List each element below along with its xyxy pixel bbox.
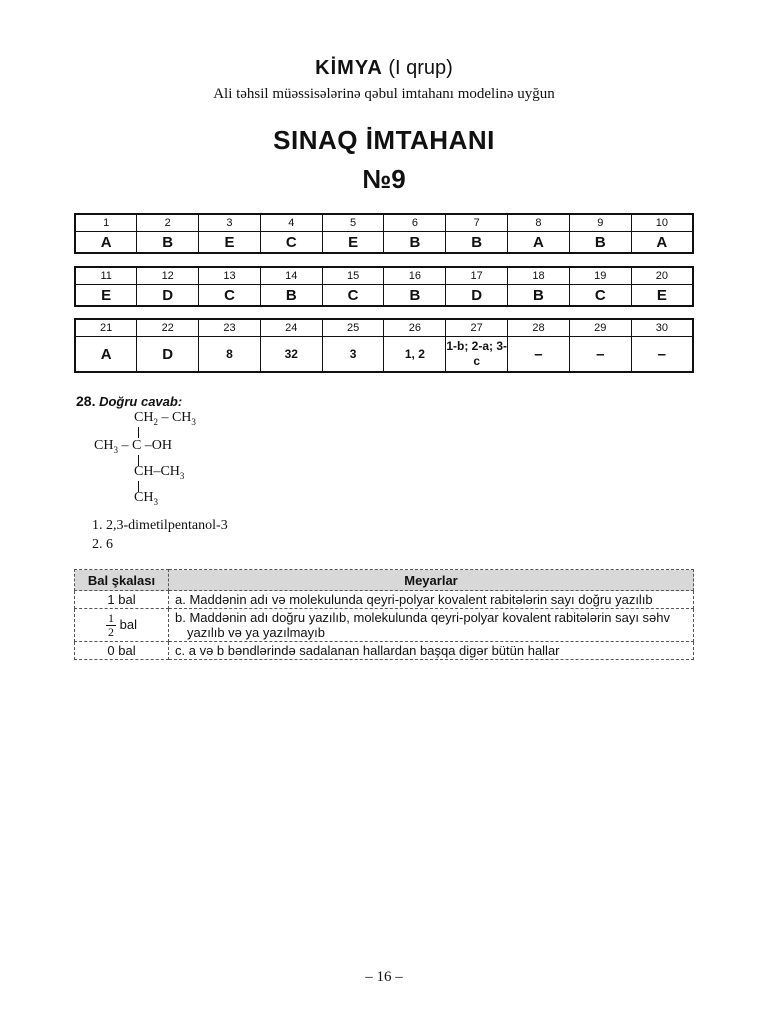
answer-key-table-2 xyxy=(74,266,694,307)
correct-answer-label: Doğru cavab: xyxy=(99,394,183,409)
question-number: 12 xyxy=(137,267,199,285)
answer-cell: D xyxy=(446,285,508,307)
criteria-row xyxy=(75,642,694,660)
question-number: 10 xyxy=(631,214,693,232)
question-number: 27 xyxy=(446,319,508,337)
score-scale-header: Bal şkalası xyxy=(75,570,169,591)
subject-heading xyxy=(0,57,768,80)
answer-cell: C xyxy=(260,232,322,254)
formula-main-chain: $CH_3$ – C –OH xyxy=(94,438,173,455)
answer-cell: B xyxy=(384,285,446,307)
criteria-text: b. Maddənin adı doğru yazılıb, molekulunda qeyri-polyar kovalent rabitələrin sayı səhv yazılıb və ya yazılmayıb xyxy=(169,609,694,642)
criteria-row xyxy=(75,591,694,609)
answer-cell: D xyxy=(137,337,199,373)
question-number: 21 xyxy=(75,319,137,337)
score-cell: 1 bal xyxy=(75,591,169,609)
answer-cell: D xyxy=(137,285,199,307)
question-number: 13 xyxy=(199,267,261,285)
question-number: 4 xyxy=(260,214,322,232)
question-number: 23 xyxy=(199,319,261,337)
question-numbers-row xyxy=(75,214,693,232)
question-number: 28. xyxy=(76,393,96,409)
answer-cell: A xyxy=(75,337,137,373)
question-number: 8 xyxy=(508,214,570,232)
question-number: 7 xyxy=(446,214,508,232)
answer-cell: E xyxy=(631,285,693,307)
question-number: 6 xyxy=(384,214,446,232)
exam-number: №9 xyxy=(362,164,406,194)
question-number: 1 xyxy=(75,214,137,232)
score-cell xyxy=(75,609,169,642)
answers-row xyxy=(75,232,693,254)
subject-group: (I qrup) xyxy=(388,57,453,79)
answer-cell: A xyxy=(631,232,693,254)
answer-cell: – xyxy=(508,337,570,373)
question-number: 22 xyxy=(137,319,199,337)
answer-cell: A xyxy=(508,232,570,254)
question-number: 2 xyxy=(137,214,199,232)
question-number: 25 xyxy=(322,319,384,337)
question-number: 26 xyxy=(384,319,446,337)
question-number: 30 xyxy=(631,319,693,337)
formula-lower-group: $CH-CH_3$ xyxy=(134,464,185,481)
question-number: 24 xyxy=(260,319,322,337)
answer-cell: B xyxy=(446,232,508,254)
answer-item: 1. 2,3-dimetilpentanol-3 xyxy=(92,518,228,533)
question-number: 3 xyxy=(199,214,261,232)
score-cell: 0 bal xyxy=(75,642,169,660)
question-number: 28 xyxy=(508,319,570,337)
score-unit: bal xyxy=(119,616,137,632)
answer-cell: B xyxy=(384,232,446,254)
question-number: 15 xyxy=(322,267,384,285)
question-28-heading xyxy=(76,393,182,409)
answer-cell: B xyxy=(569,232,631,254)
answer-key-table-3 xyxy=(74,318,694,373)
criteria-table xyxy=(74,569,694,660)
question-number: 19 xyxy=(569,267,631,285)
answer-cell: C xyxy=(199,285,261,307)
answer-cell: B xyxy=(260,285,322,307)
criteria-text: a. Maddənin adı və molekulunda qeyri-polyar kovalent rabitələrin sayı doğru yazılıb xyxy=(169,591,694,609)
answer-cell: A xyxy=(75,232,137,254)
answer-cell: – xyxy=(631,337,693,373)
answer-cell: 3 xyxy=(322,337,384,373)
half-fraction: $\frac{1}{2}$ xyxy=(108,610,114,639)
subject-name: KİMYA xyxy=(315,57,383,79)
bond-line xyxy=(138,427,139,438)
answer-cell: C xyxy=(322,285,384,307)
criteria-text: c. a və b bəndlərində sadalanan hallardan başqa digər bütün hallar xyxy=(169,642,694,660)
answer-item: 2. 6 xyxy=(92,537,113,552)
criteria-header: Meyarlar xyxy=(169,570,694,591)
question-number: 16 xyxy=(384,267,446,285)
answer-cell: E xyxy=(322,232,384,254)
answer-cell: C xyxy=(569,285,631,307)
question-number: 29 xyxy=(569,319,631,337)
formula-bottom-group: $CH_3$ xyxy=(134,490,158,507)
question-number: 14 xyxy=(260,267,322,285)
subtitle: Ali təhsil müəssisələrinə qəbul imtahanı modelinə uyğun xyxy=(213,86,555,102)
question-number: 18 xyxy=(508,267,570,285)
exam-title: SINAQ İMTAHANI xyxy=(273,125,495,155)
answer-cell: E xyxy=(75,285,137,307)
answer-cell: E xyxy=(199,232,261,254)
formula-top-group: $CH_2 - CH_3$ xyxy=(134,410,196,427)
answers-row xyxy=(75,285,693,307)
answer-key-table-1 xyxy=(74,213,694,254)
answer-cell: B xyxy=(137,232,199,254)
question-number: 20 xyxy=(631,267,693,285)
answer-cell: 1-b; 2-a; 3-c xyxy=(446,337,508,373)
criteria-row xyxy=(75,609,694,642)
question-number: 11 xyxy=(75,267,137,285)
answers-row xyxy=(75,337,693,373)
criteria-header-row xyxy=(75,570,694,591)
page-number: – 16 – xyxy=(365,969,403,985)
question-numbers-row xyxy=(75,267,693,285)
answer-list xyxy=(92,516,228,554)
answer-cell: 32 xyxy=(260,337,322,373)
question-number: 17 xyxy=(446,267,508,285)
answer-cell: – xyxy=(569,337,631,373)
question-numbers-row xyxy=(75,319,693,337)
question-number: 5 xyxy=(322,214,384,232)
question-number: 9 xyxy=(569,214,631,232)
answer-cell: 8 xyxy=(199,337,261,373)
answer-cell: B xyxy=(508,285,570,307)
answer-cell: 1, 2 xyxy=(384,337,446,373)
